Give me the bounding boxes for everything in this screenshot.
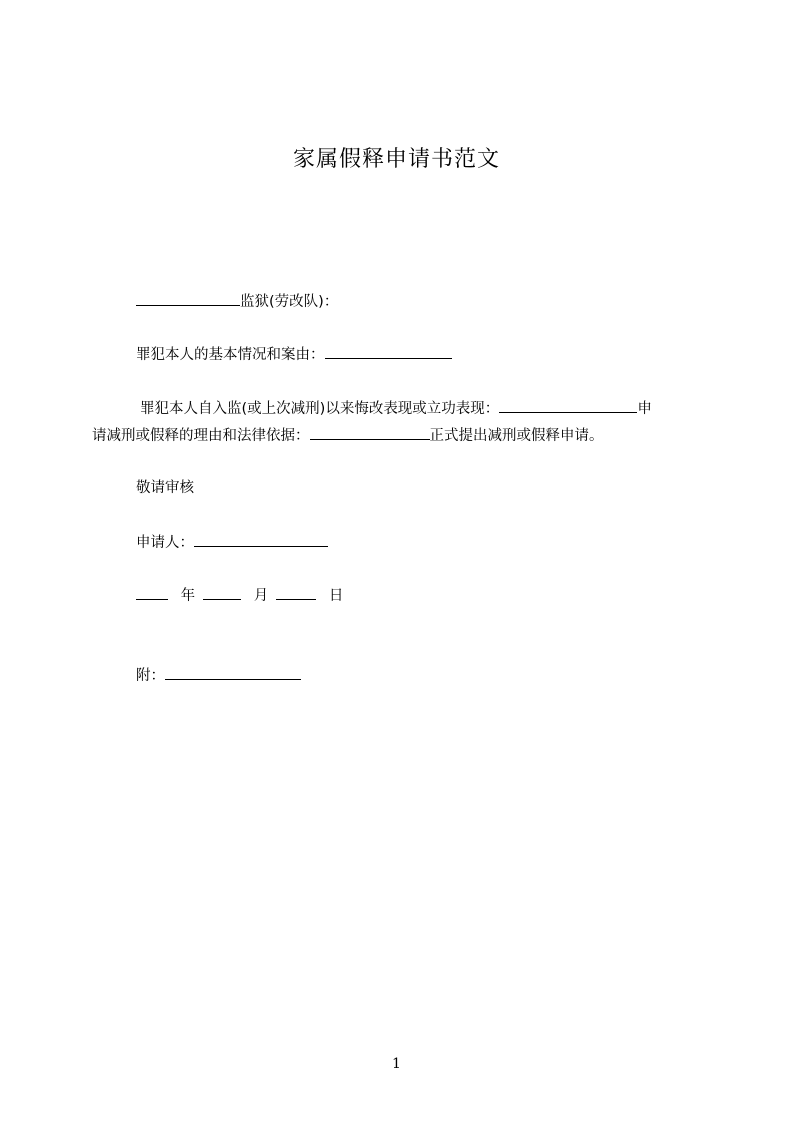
prison-suffix: 监狱(劳改队)： bbox=[240, 294, 339, 310]
document-title: 家属假释申请书范文 bbox=[292, 147, 500, 172]
day-label: 日 bbox=[328, 588, 344, 604]
applicant-label: 申请人： bbox=[136, 535, 194, 551]
performance-tail: 申 bbox=[637, 401, 652, 417]
year-label: 年 bbox=[180, 588, 196, 604]
applicant-blank bbox=[194, 532, 328, 547]
reason-label: 请减刑或假释的理由和法律依据： bbox=[92, 428, 310, 444]
attachment-label: 附： bbox=[136, 668, 165, 684]
month-label: 月 bbox=[253, 588, 269, 604]
reason-suffix: 正式提出减刑或假释申请。 bbox=[429, 428, 604, 444]
performance-blank bbox=[499, 398, 637, 413]
performance-line bbox=[140, 398, 652, 419]
attachment-blank bbox=[165, 665, 301, 680]
basic-info-label: 罪犯本人的基本情况和案由： bbox=[136, 347, 325, 363]
attachment-line bbox=[136, 665, 301, 686]
basic-info-blank bbox=[325, 344, 452, 359]
year-blank bbox=[136, 585, 168, 600]
performance-label: 罪犯本人自入监(或上次减刑)以来悔改表现或立功表现： bbox=[140, 401, 500, 417]
basic-info-line bbox=[136, 344, 452, 365]
reason-line bbox=[92, 425, 604, 446]
reason-blank bbox=[310, 425, 430, 440]
date-line bbox=[136, 585, 343, 606]
month-blank bbox=[203, 585, 241, 600]
page-number: 1 bbox=[392, 1056, 401, 1072]
day-blank bbox=[276, 585, 316, 600]
prison-line bbox=[136, 291, 338, 312]
applicant-line bbox=[136, 532, 328, 553]
closing-line: 敬请审核 bbox=[136, 480, 194, 496]
prison-blank bbox=[136, 291, 240, 306]
